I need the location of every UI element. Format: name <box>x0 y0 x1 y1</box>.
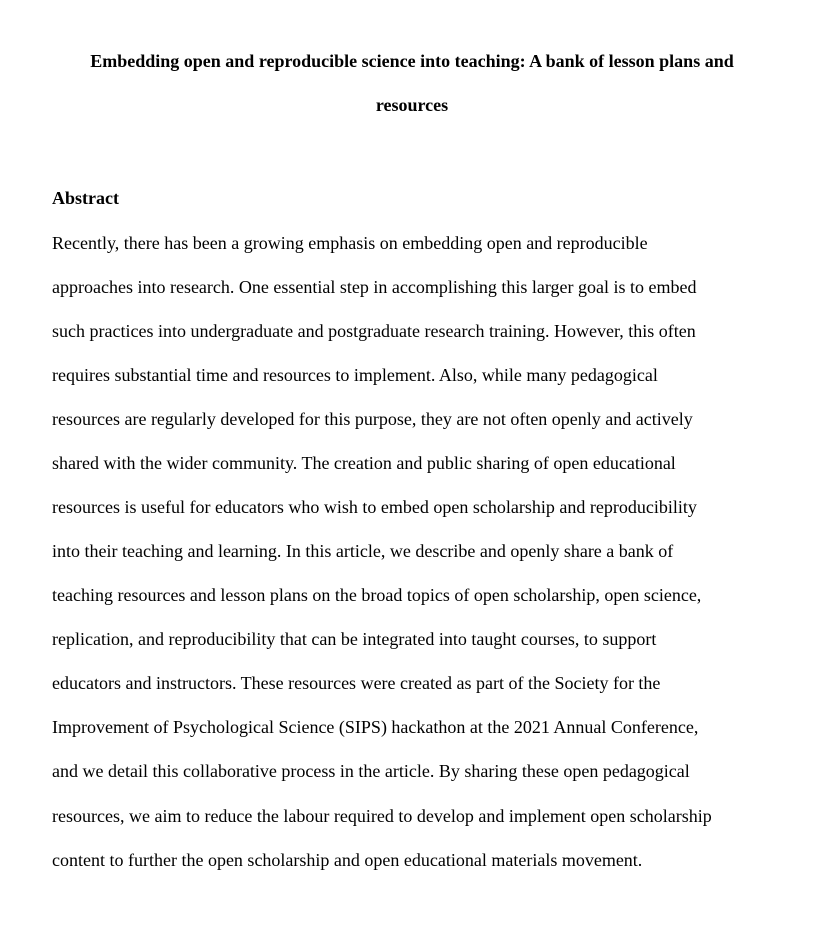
abstract-line-15: content to further the open scholarship and open educational materials movement. <box>52 850 643 870</box>
abstract-line-12: Improvement of Psychological Science (SIPS) hackathon at the 2021 Annual Conference, <box>52 717 699 737</box>
abstract-line-5: resources are regularly developed for this purpose, they are not often openly and actively <box>52 409 693 429</box>
abstract-line-10: replication, and reproducibility that can be integrated into taught courses, to support <box>52 629 657 649</box>
abstract-line-6: shared with the wider community. The creation and public sharing of open educational <box>52 453 676 473</box>
abstract-line-14: resources, we aim to reduce the labour required to develop and implement open scholarship <box>52 806 712 826</box>
abstract-line-3: such practices into undergraduate and postgraduate research training. However, this often <box>52 321 696 341</box>
abstract-line-8: into their teaching and learning. In this article, we describe and openly share a bank of <box>52 541 674 561</box>
abstract-line-4: requires substantial time and resources to implement. Also, while many pedagogical <box>52 365 658 385</box>
abstract-heading: Abstract <box>52 188 119 208</box>
abstract-line-2: approaches into research. One essential step in accomplishing this larger goal is to embed <box>52 277 697 297</box>
abstract-line-7: resources is useful for educators who wish to embed open scholarship and reproducibility <box>52 497 697 517</box>
abstract-line-1: Recently, there has been a growing emphasis on embedding open and reproducible <box>52 233 648 253</box>
abstract-line-13: and we detail this collaborative process in the article. By sharing these open pedagogical <box>52 761 690 781</box>
paper-title-line-1: Embedding open and reproducible science into teaching: A bank of lesson plans and <box>90 51 734 71</box>
paper-title-line-2: resources <box>375 95 449 115</box>
abstract-line-9: teaching resources and lesson plans on the broad topics of open scholarship, open science, <box>52 585 702 605</box>
abstract-line-11: educators and instructors. These resources were created as part of the Society for the <box>52 673 661 693</box>
